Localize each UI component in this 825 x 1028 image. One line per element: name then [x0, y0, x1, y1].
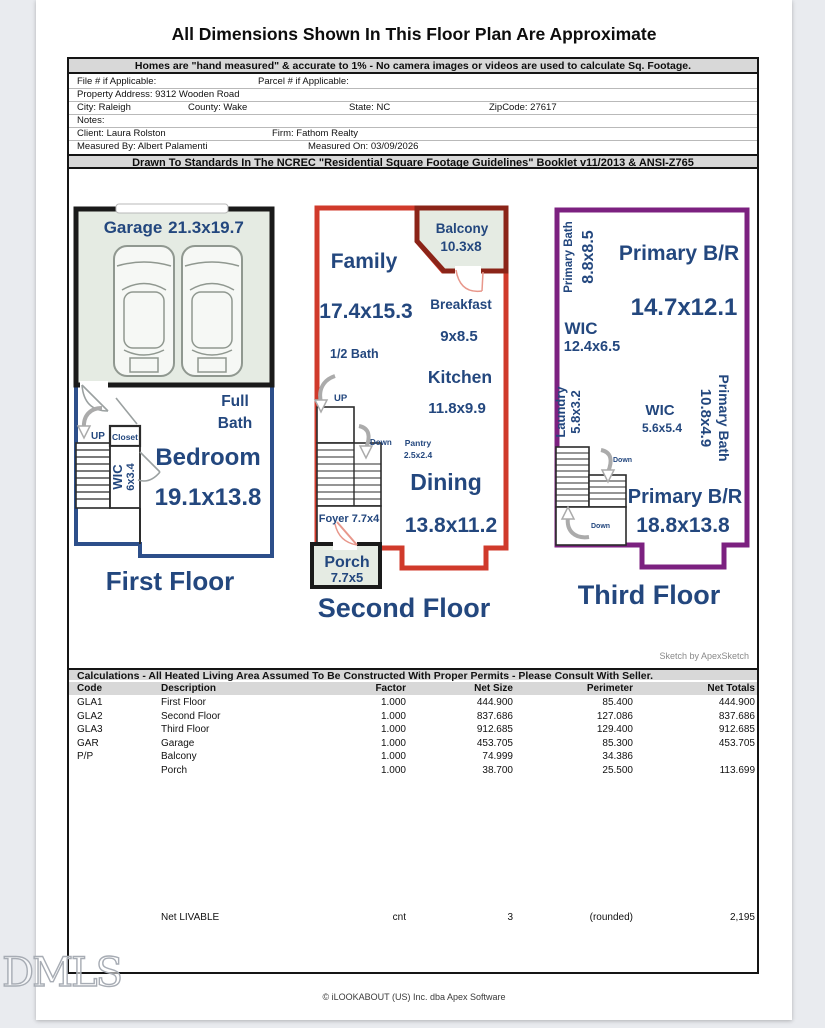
primary-br-dim: 14.7x12.1 [630, 294, 738, 321]
down-label: Down [613, 457, 633, 464]
sketch-credit: Sketch by ApexSketch [659, 651, 749, 661]
floor-plan-third [549, 200, 755, 620]
property-address: Property Address: 9312 Wooden Road [77, 89, 240, 100]
primary-br-label: Primary B/R [618, 242, 740, 265]
balcony-door-opening [455, 266, 481, 275]
cell-code: GLA1 [77, 697, 103, 708]
county-field: County: Wake [188, 102, 248, 113]
net-livable-factor: cnt [392, 912, 406, 923]
measurement-banner: Homes are "hand measured" & accurate to 1% - No camera images or videos are used to calculate Sq. Footage. [69, 59, 757, 74]
third-floor-title: Third Floor [577, 580, 721, 610]
stairs-first [76, 443, 110, 508]
cell-code: GLA2 [77, 710, 103, 722]
page-title: All Dimensions Shown In This Floor Plan Are Approximate [171, 24, 657, 44]
kitchen-dim: 11.8x9.9 [428, 400, 486, 417]
cell-net-size: 912.685 [476, 724, 513, 736]
standards-banner: Drawn To Standards In The NCREC "Residential Square Footage Guidelines" Booklet v11/2013 & ANSI-Z765 [69, 154, 757, 169]
measured-by-field: Measured By: Albert Palamenti [77, 141, 208, 152]
up-label: UP [334, 393, 348, 404]
full-bath-label: Full [221, 393, 249, 410]
cell-factor: 1.000 [380, 710, 406, 722]
primary-br2-label: Primary B/R [627, 486, 743, 508]
primary-br2-dim: 18.8x13.8 [636, 514, 730, 537]
cell-code [69, 764, 161, 778]
table-row [69, 723, 757, 737]
down-label: Down [370, 438, 392, 447]
cell-net-totals: 837.686 [718, 710, 755, 722]
garage-label: Garage [103, 218, 163, 237]
family-dim: 17.4x15.3 [319, 300, 413, 323]
primary-bath-right-dim: 10.8x4.9 [697, 388, 714, 448]
col-description: Description [161, 683, 217, 694]
col-net-totals: Net Totals [707, 683, 755, 694]
cell-factor: 1.000 [380, 724, 406, 736]
info-row-city [69, 102, 757, 115]
cell-net-size: 444.900 [476, 697, 513, 708]
parcel-label: Parcel # if Applicable: [258, 76, 349, 87]
col-net-size: Net Size [474, 683, 513, 694]
dining-label: Dining [410, 469, 482, 495]
foyer-label: Foyer 7.7x4 [318, 513, 380, 525]
floor-plan-second [309, 200, 515, 625]
table-row [69, 710, 757, 724]
balcony-label: Balcony [435, 221, 489, 236]
table-row [69, 696, 757, 710]
wic-large-dim: 12.4x6.5 [563, 339, 621, 355]
first-floor-title: First Floor [105, 566, 235, 596]
cell-blank [69, 911, 161, 925]
cell-perimeter: 85.400 [602, 697, 633, 708]
car-icon [114, 246, 174, 376]
col-perimeter: Perimeter [586, 683, 633, 694]
wic-small-label: WIC [645, 402, 675, 419]
kitchen-label: Kitchen [427, 367, 493, 387]
col-factor: Factor [375, 683, 406, 694]
wic-label: WIC [110, 464, 125, 490]
info-row-client [69, 128, 757, 141]
closet-label: Closet [112, 432, 138, 442]
cell-description: First Floor [161, 697, 206, 708]
info-row-measured [69, 141, 757, 153]
full-bath-label2: Bath [217, 415, 253, 432]
cell-net-size: 74.999 [482, 751, 513, 763]
document-page [36, 0, 792, 1020]
porch-dim: 7.7x5 [330, 570, 364, 585]
col-code: Code [77, 683, 102, 694]
net-livable-total: 2,195 [729, 912, 755, 923]
cell-net-size: 837.686 [476, 710, 513, 722]
porch-label: Porch [324, 554, 370, 571]
half-bath-label: 1/2 Bath [330, 347, 379, 361]
cell-net-totals: 453.705 [718, 737, 755, 749]
cell-code: GAR [77, 737, 99, 749]
primary-bath-right-label: Primary Bath [716, 374, 732, 462]
cell-code: P/P [77, 751, 94, 763]
cell-description: Balcony [161, 751, 197, 763]
primary-bath-left-label: Primary Bath [563, 221, 575, 293]
cell-factor: 1.000 [380, 737, 406, 749]
breakfast-label: Breakfast [430, 297, 492, 312]
primary-bath-left-dim: 8.8x8.5 [580, 230, 597, 284]
info-row-notes [69, 115, 757, 128]
wic-large-label: WIC [564, 319, 598, 338]
pantry-dim: 2.5x2.4 [403, 450, 433, 460]
table-row [69, 737, 757, 751]
cell-code: GLA3 [77, 724, 103, 736]
cell-net-totals [635, 750, 757, 764]
cell-net-size: 453.705 [476, 737, 513, 749]
net-livable-label: Net LIVABLE [161, 912, 220, 923]
cell-factor: 1.000 [380, 751, 406, 763]
info-row-address [69, 89, 757, 102]
family-label: Family [330, 250, 398, 273]
notes-field: Notes: [77, 115, 105, 126]
down-label: Down [591, 523, 611, 530]
car-icon [182, 246, 242, 376]
client-field: Client: Laura Rolston [77, 128, 166, 139]
zip-field: ZipCode: 27617 [489, 102, 557, 113]
copyright-footer: © iLOOKABOUT (US) Inc. dba Apex Software [322, 992, 506, 1002]
cell-perimeter: 127.086 [596, 710, 633, 722]
garage-door [116, 204, 228, 213]
dmls-watermark: DMLS [2, 950, 121, 996]
document-frame [67, 57, 759, 974]
cell-net-totals: 912.685 [718, 724, 755, 736]
net-livable-rounded: (rounded) [589, 912, 633, 923]
cell-perimeter: 85.300 [602, 737, 633, 749]
net-livable-count: 3 [507, 912, 513, 923]
info-row-file [69, 76, 757, 89]
cell-perimeter: 129.400 [596, 724, 633, 736]
laundry-label: Laundry [553, 386, 568, 438]
calculations-header-row [69, 682, 757, 695]
city-field: City: Raleigh [77, 102, 131, 113]
up-label: UP [91, 431, 105, 442]
wic-dim: 6x3.4 [125, 463, 137, 491]
cell-factor: 1.000 [380, 697, 406, 708]
calculations-body [69, 696, 757, 778]
cell-net-totals: 113.699 [719, 764, 755, 776]
bedroom-dim: 19.1x13.8 [154, 484, 262, 511]
table-row [69, 764, 757, 778]
measured-on-field: Measured On: 03/09/2026 [308, 141, 419, 152]
cell-net-totals: 444.900 [718, 697, 755, 708]
balcony-dim: 10.3x8 [440, 239, 482, 254]
floor-plan-first [70, 200, 282, 602]
dining-dim: 13.8x11.2 [404, 514, 498, 537]
cell-description: Garage [161, 737, 195, 749]
cell-description: Second Floor [161, 710, 221, 722]
cell-description: Third Floor [161, 724, 210, 736]
net-livable-row [69, 911, 757, 925]
table-row [69, 750, 757, 764]
cell-perimeter: 34.386 [602, 751, 633, 763]
second-floor-title: Second Floor [317, 593, 491, 623]
breakfast-dim: 9x8.5 [440, 328, 478, 345]
wic-small-dim: 5.6x5.4 [641, 421, 683, 435]
calculations-title: Calculations - All Heated Living Area Assumed To Be Constructed With Proper Permits - Please Consult With Seller. [69, 668, 757, 680]
cell-perimeter: 25.500 [602, 764, 633, 776]
file-label: File # if Applicable: [77, 76, 157, 87]
pantry-label: Pantry [404, 438, 432, 448]
cell-factor: 1.000 [380, 764, 406, 776]
cell-description: Porch [161, 764, 188, 776]
firm-field: Firm: Fathom Realty [272, 128, 359, 139]
cell-net-size: 38.700 [482, 764, 513, 776]
state-field: State: NC [349, 102, 391, 113]
bedroom-label: Bedroom [155, 444, 261, 471]
garage-dim: 21.3x19.7 [168, 218, 244, 237]
laundry-dim: 5.8x3.2 [568, 390, 583, 434]
